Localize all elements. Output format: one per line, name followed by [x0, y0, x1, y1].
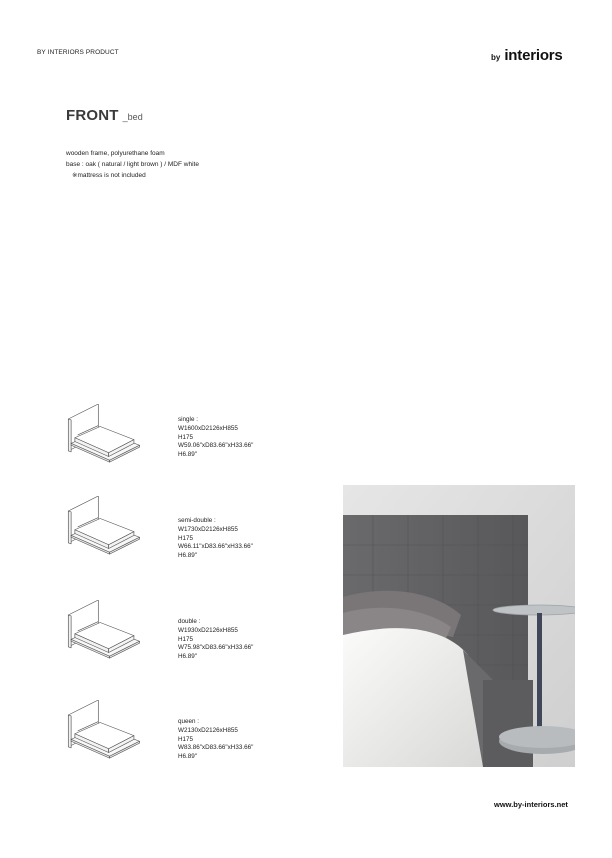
variant-height-in: H6.89" [178, 552, 198, 560]
variant-size-in: W75.98"xD83.66"xH33.66" [178, 644, 254, 652]
variant-spec-semi-double [178, 517, 253, 561]
variant-name: single : [178, 416, 198, 423]
bed-line-drawing-icon [63, 600, 143, 660]
bed-line-drawing-icon [63, 404, 143, 464]
header-product-label: BY INTERIORS PRODUCT [37, 49, 119, 56]
variant-size-mm: W1930xD2126xH855 [178, 626, 238, 634]
description-line: base : oak ( natural / light brown ) / MDF white [66, 161, 199, 168]
product-title [66, 107, 143, 124]
variant-height-mm: H175 [178, 735, 194, 743]
bed-photo [343, 485, 575, 767]
variant-height-in: H6.89" [178, 753, 198, 761]
product-description [66, 148, 199, 181]
bed-line-drawing-icon [63, 496, 143, 556]
variant-spec-double [178, 618, 253, 662]
variant-size-in: W66.11"xD83.66"xH33.66" [178, 543, 253, 551]
description-line: wooden frame, polyurethane foam [66, 150, 165, 157]
variant-name: queen : [178, 718, 200, 725]
brand-logo[interactable] [491, 47, 563, 64]
variant-height-mm: H175 [178, 433, 194, 441]
variant-height-in: H6.89" [178, 653, 198, 661]
description-note: ※mattress is not included [72, 172, 146, 179]
variant-spec-queen [178, 718, 253, 762]
variant-height-mm: H175 [178, 635, 194, 643]
variant-height-in: H6.89" [178, 451, 198, 459]
footer-website-link[interactable]: www.by-interiors.net [494, 800, 568, 809]
variant-name: double : [178, 618, 201, 625]
variant-size-mm: W2130xD2126xH855 [178, 726, 238, 734]
bed-line-drawing-icon [63, 700, 143, 760]
variant-size-mm: W1730xD2126xH855 [178, 525, 238, 533]
variant-size-mm: W1600xD2126xH855 [178, 424, 238, 432]
product-subtitle: _bed [122, 112, 143, 122]
variant-height-mm: H175 [178, 534, 194, 542]
variant-size-in: W83.86"xD83.66"xH33.66" [178, 744, 254, 752]
logo-by: by [491, 53, 501, 62]
logo-brand: interiors [504, 47, 563, 64]
variant-spec-single [178, 416, 253, 460]
variant-size-in: W59.06"xD83.66"xH33.66" [178, 442, 254, 450]
variant-name: semi-double : [178, 517, 216, 524]
product-name: FRONT [66, 107, 119, 124]
bed-photo-illustration [343, 485, 575, 767]
